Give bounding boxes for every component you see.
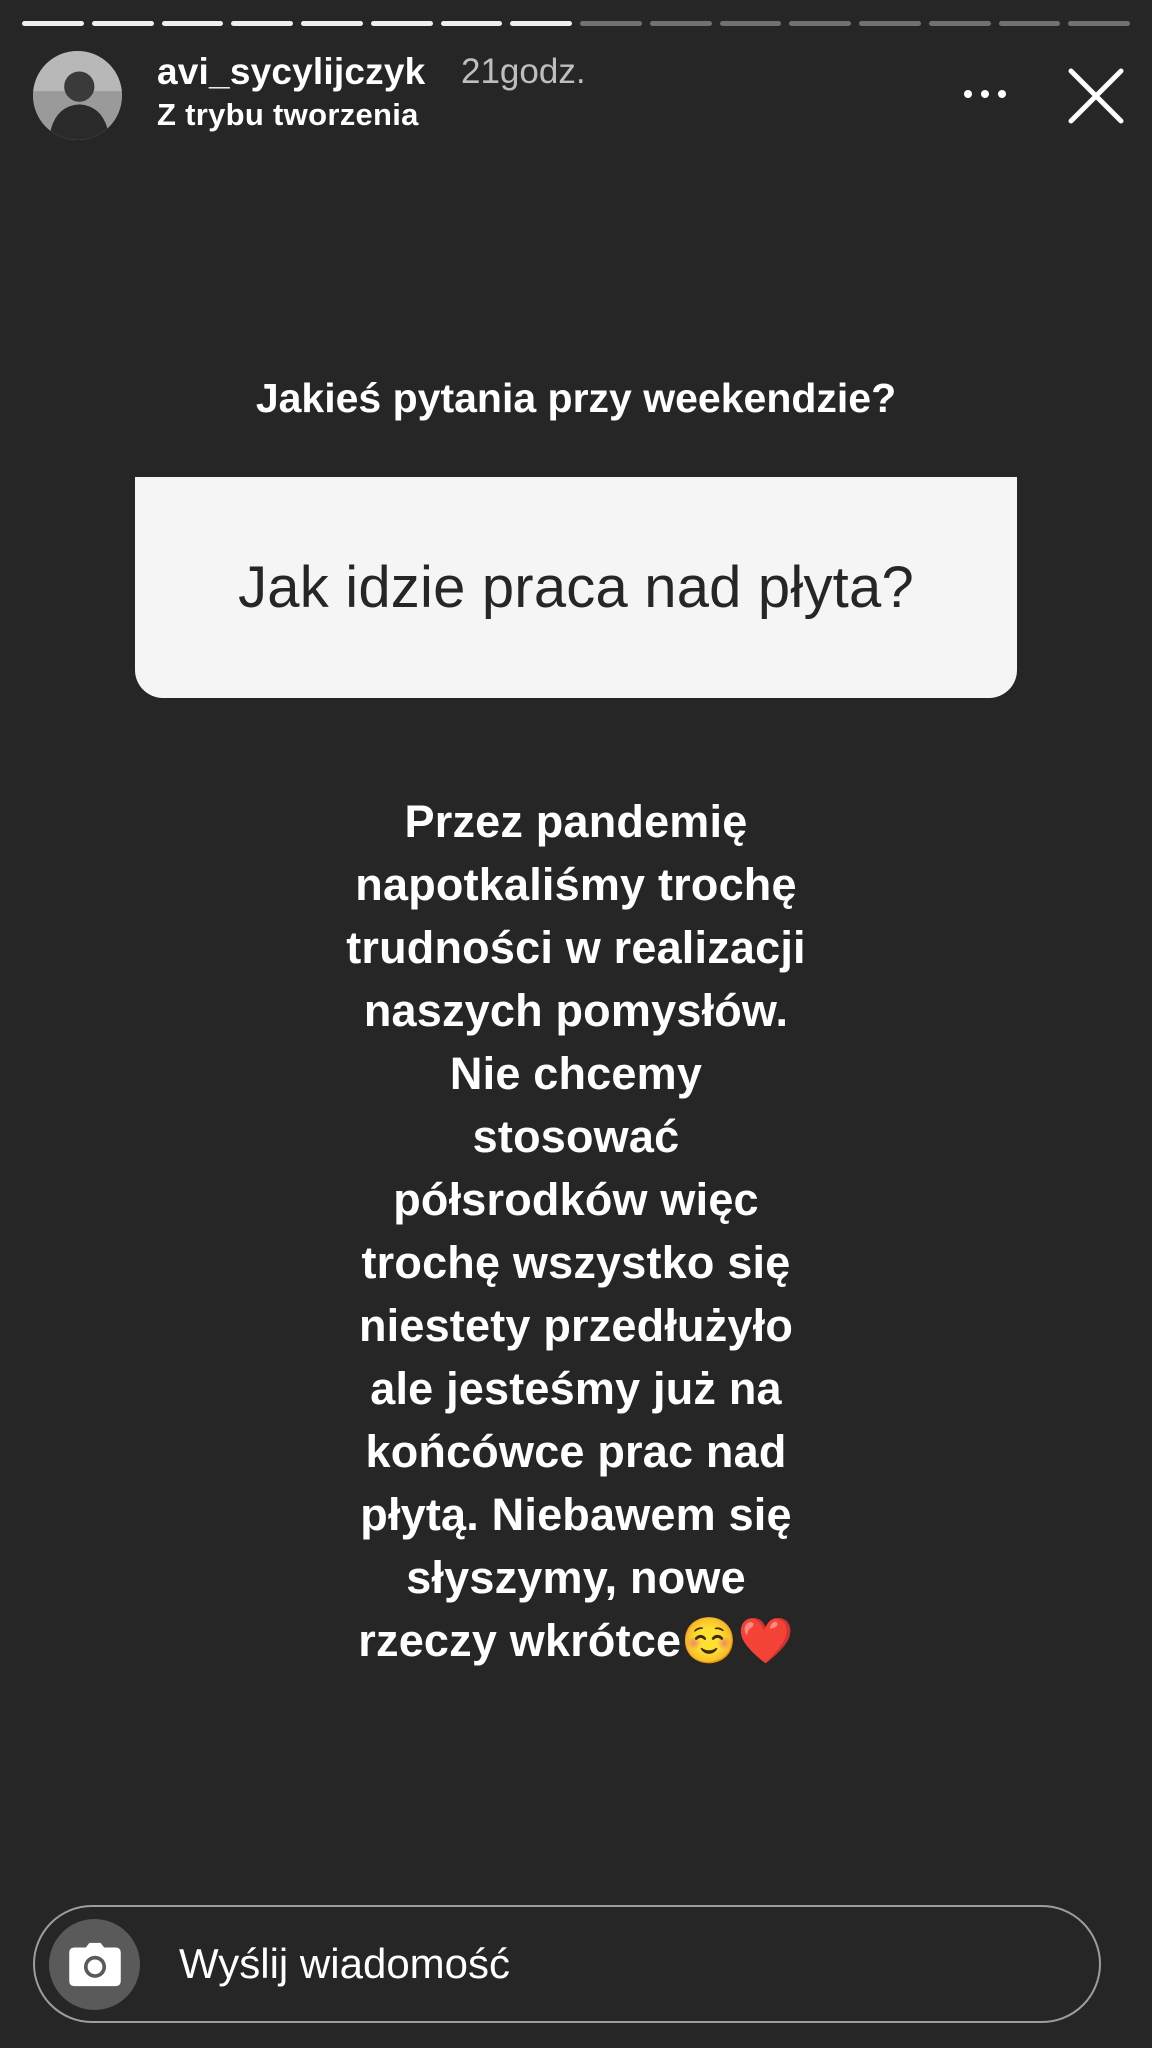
message-input[interactable]: Wyślij wiadomość [179,1940,511,1987]
avatar-image [33,51,122,140]
camera-icon [67,1942,123,1988]
close-button[interactable] [1067,67,1125,125]
answer-line: rzeczy wkrótce☺️❤️ [358,1615,794,1666]
avatar[interactable] [33,51,122,140]
more-horizontal-icon [964,90,972,98]
answer-line: stosować [472,1111,680,1162]
answer-line: Przez pandemię [404,796,748,847]
answer-line: napotkaliśmy trochę [355,859,797,910]
answer-line: trudności w realizacji [346,922,806,973]
story-subtitle: Z trybu tworzenia [157,97,419,132]
question-text: Jak idzie praca nad płyta? [238,555,914,620]
answer-line: Nie chcemy [449,1048,703,1099]
username[interactable]: avi_sycylijczyk [157,51,426,92]
answer-line: niestety przedłużyło [358,1300,794,1351]
more-horizontal-icon [998,90,1006,98]
answer-line: naszych pomysłów. [363,985,789,1036]
story-header [0,0,1152,150]
answer-line: trochę wszystko się [361,1237,791,1288]
answer-line: płytą. Niebawem się [360,1489,792,1540]
post-time: 21godz. [461,52,586,91]
answer-line: słyszymy, nowe [406,1552,746,1603]
send-message-bar [33,1905,1101,2023]
camera-button[interactable] [49,1919,140,2010]
answer-line: końcówce prac nad [365,1426,787,1477]
answer-text [0,790,1152,1672]
more-horizontal-icon [981,90,989,98]
question-sticker [135,477,1017,698]
more-options-button[interactable] [955,72,1015,116]
close-icon [1067,67,1125,125]
question-prompt: Jakieś pytania przy weekendzie? [255,375,897,421]
answer-line: półsrodków więc [393,1174,759,1225]
answer-line: ale jesteśmy już na [370,1363,782,1414]
